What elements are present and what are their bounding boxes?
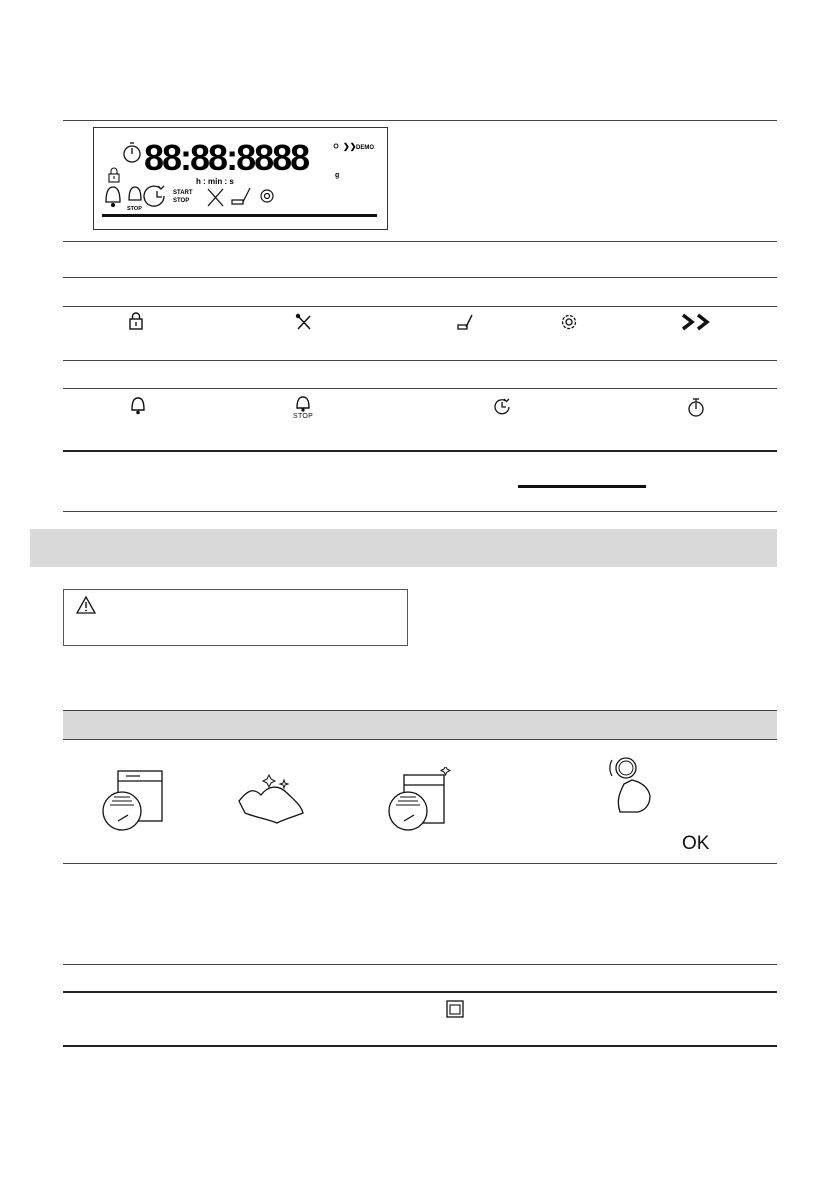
oven-icon bbox=[446, 1000, 464, 1022]
table-rule-3 bbox=[63, 306, 777, 307]
display-fork-spoon-icon bbox=[208, 189, 223, 206]
table-rule-4 bbox=[63, 360, 777, 361]
display-clock-icon bbox=[144, 186, 164, 206]
display-brush-icon bbox=[232, 188, 250, 204]
display-digits: 88:88:8888 bbox=[144, 137, 309, 178]
table-bottom-rule bbox=[63, 511, 777, 512]
bar-indicator bbox=[518, 485, 646, 488]
display-demo: DEMO bbox=[356, 145, 374, 151]
knob-turn-icon bbox=[606, 750, 660, 818]
display-bell-stop-icon bbox=[129, 187, 141, 200]
stopwatch-icon bbox=[687, 397, 705, 417]
steps-rule-1 bbox=[63, 863, 777, 864]
display-dot-icon bbox=[334, 144, 338, 148]
warning-box bbox=[63, 589, 408, 646]
display-lock-icon bbox=[109, 168, 119, 182]
display-illustration bbox=[93, 127, 388, 230]
display-time-format: h : min : s bbox=[196, 177, 234, 186]
display-progress-bar bbox=[102, 214, 377, 217]
ok-label: OK bbox=[682, 833, 710, 854]
lock-icon bbox=[128, 312, 144, 330]
warning-icon bbox=[75, 595, 97, 615]
display-svg bbox=[94, 128, 389, 231]
brush-icon bbox=[456, 313, 474, 331]
display-gear-icon bbox=[261, 190, 273, 202]
display-start: START bbox=[173, 190, 193, 196]
bell-stop-icon bbox=[293, 395, 313, 420]
display-bell-icon bbox=[106, 187, 120, 207]
steps-bottom-rule bbox=[63, 1045, 777, 1047]
steps-rule-2 bbox=[63, 964, 777, 965]
display-unit-g: g bbox=[335, 172, 340, 179]
display-stop: STOP bbox=[173, 198, 190, 204]
clock-arrow-icon bbox=[492, 397, 512, 417]
steps-table-header bbox=[63, 710, 777, 740]
table-rule-5 bbox=[63, 388, 777, 389]
table-rule-6 bbox=[63, 450, 777, 452]
display-bell-stop-label: STOP bbox=[127, 206, 142, 212]
clean-hands-icon bbox=[237, 773, 307, 829]
display-stopwatch-icon bbox=[124, 143, 140, 162]
gear-icon bbox=[559, 312, 579, 332]
remove-accessories-icon bbox=[100, 767, 168, 837]
insert-accessories-icon bbox=[386, 767, 454, 837]
steps-rule-3 bbox=[63, 991, 777, 993]
section-heading-band bbox=[30, 529, 777, 567]
bell-icon bbox=[130, 396, 146, 415]
table-rule-1 bbox=[63, 241, 777, 242]
double-chevron-icon bbox=[681, 313, 715, 331]
display-chevrons-icon: ❯❯ bbox=[343, 142, 357, 151]
table-rule-2 bbox=[63, 277, 777, 278]
bell-stop-label: STOP bbox=[293, 413, 314, 420]
table-top-rule bbox=[63, 120, 777, 121]
fork-spoon-icon bbox=[295, 313, 313, 331]
